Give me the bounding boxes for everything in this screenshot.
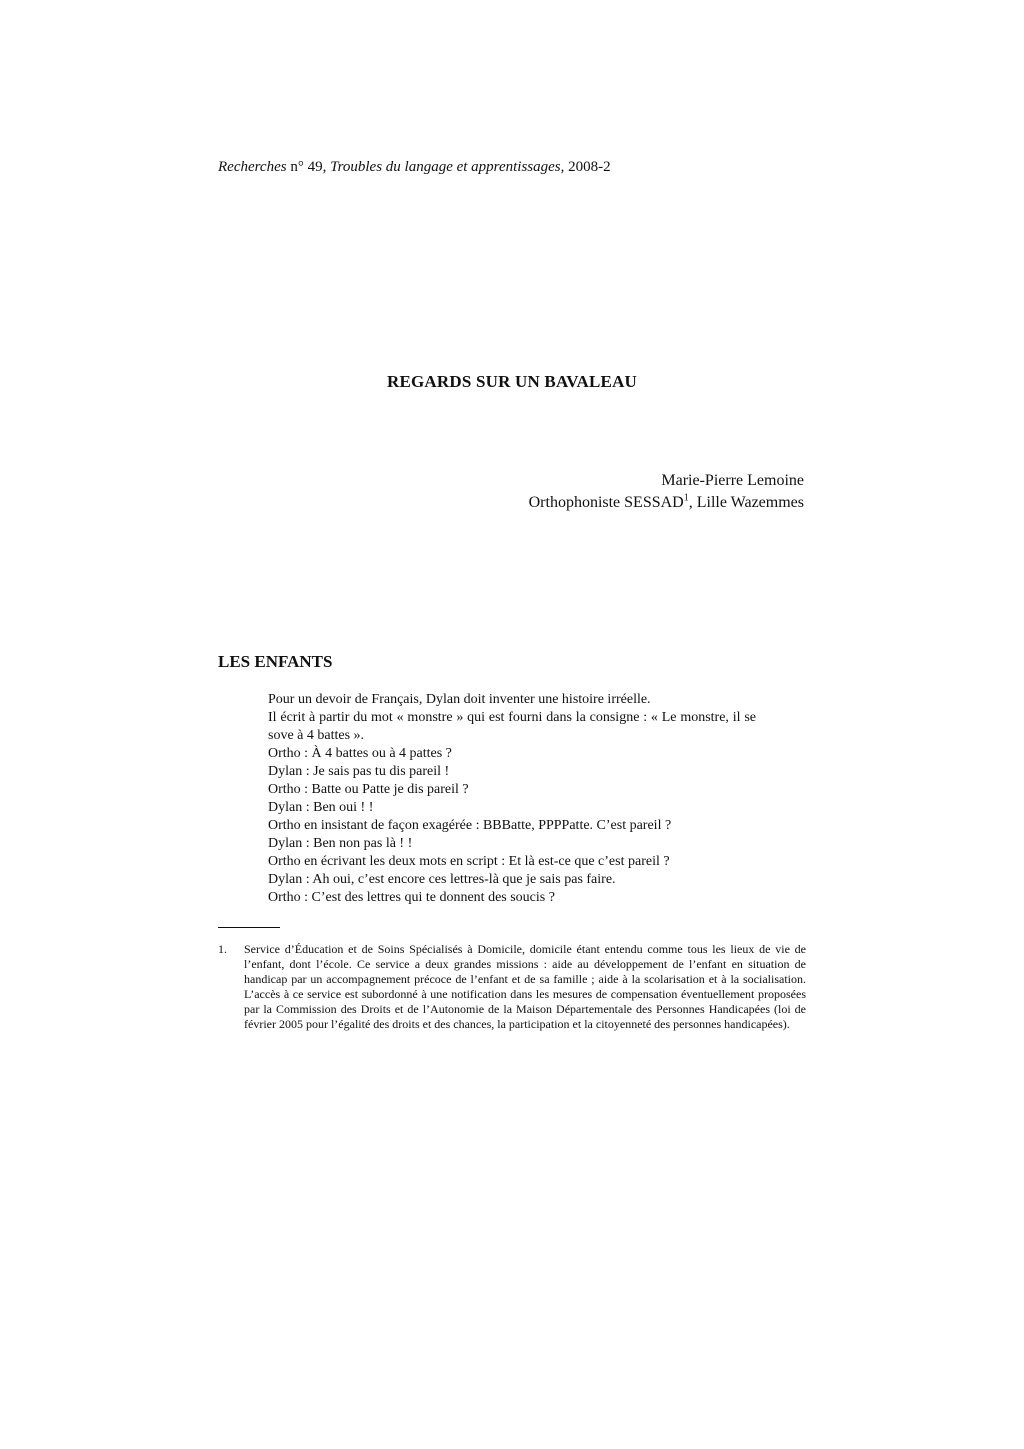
author-affiliation [529,492,804,514]
dialogue-line: Ortho : Batte ou Patte je dis pareil ? [268,782,469,797]
dialogue-line: Pour un devoir de Français, Dylan doit inventer une histoire irréelle. [268,692,651,707]
dialogue-block [268,691,756,907]
dialogue-line: Dylan : Ben oui ! ! [268,800,374,815]
article-title: REGARDS SUR UN BAVALEAU [386,372,638,391]
dialogue-line: Dylan : Je sais pas tu dis pareil ! [268,764,450,779]
footnote-text: Service d’Éducation et de Soins Spécialisés à Domicile, domicile étant entendu comme tous les lieux de vie de l’enfant, dont l’école. Ce service a deux grandes missions : aide au développement de l’enfant en situation de handicap par un accompagnement précoce de l’enfant et de sa famille ; aide à la scolarisation et à la socialisation. L’accès à ce service est subordonné à une notification dans les mesures de compensation éventuellement proposées par la Commission des Droits et de l’Autonomie de la Maison Départementale des Personnes Handicapées (loi de février 2005 pour l’égalité des droits et des chances, la participation et la citoyenneté des personnes handicapées). [244,942,806,1031]
running-header [218,157,818,177]
section-heading: LES ENFANTS [218,652,333,671]
author-name: Marie-Pierre Lemoine [661,472,804,489]
dialogue-line: Il écrit à partir du mot « monstre » qui est fourni dans la consigne : « Le monstre, il se sove à 4 battes ». [268,710,756,743]
dialogue-line: Dylan : Ah oui, c’est encore ces lettres-là que je sais pas faire. [268,872,616,887]
issue-number: n° 49, [286,159,331,175]
footnote-divider [218,927,280,928]
footnote-marker[interactable]: 1 [683,492,689,504]
journal-name: Recherches [218,159,287,175]
footnote-number: 1. [218,942,227,956]
dialogue-line: Ortho en insistant de façon exagérée : BBBatte, PPPPatte. C’est pareil ? [268,818,672,833]
affiliation-text: Orthophoniste SESSAD [528,494,684,511]
issue-year: , 2008-2 [560,159,611,175]
footnote [218,942,806,1032]
author-block [529,470,804,514]
dialogue-line: Ortho : C’est des lettres qui te donnent des soucis ? [268,890,555,905]
dialogue-line: Dylan : Ben non pas là ! ! [268,836,413,851]
dialogue-line: Ortho : À 4 battes ou à 4 pattes ? [268,746,452,761]
dialogue-line: Ortho en écrivant les deux mots en script : Et là est-ce que c’est pareil ? [268,854,670,869]
issue-theme: Troubles du langage et apprentissages [330,159,561,175]
affiliation-location: , Lille Wazemmes [688,494,804,511]
